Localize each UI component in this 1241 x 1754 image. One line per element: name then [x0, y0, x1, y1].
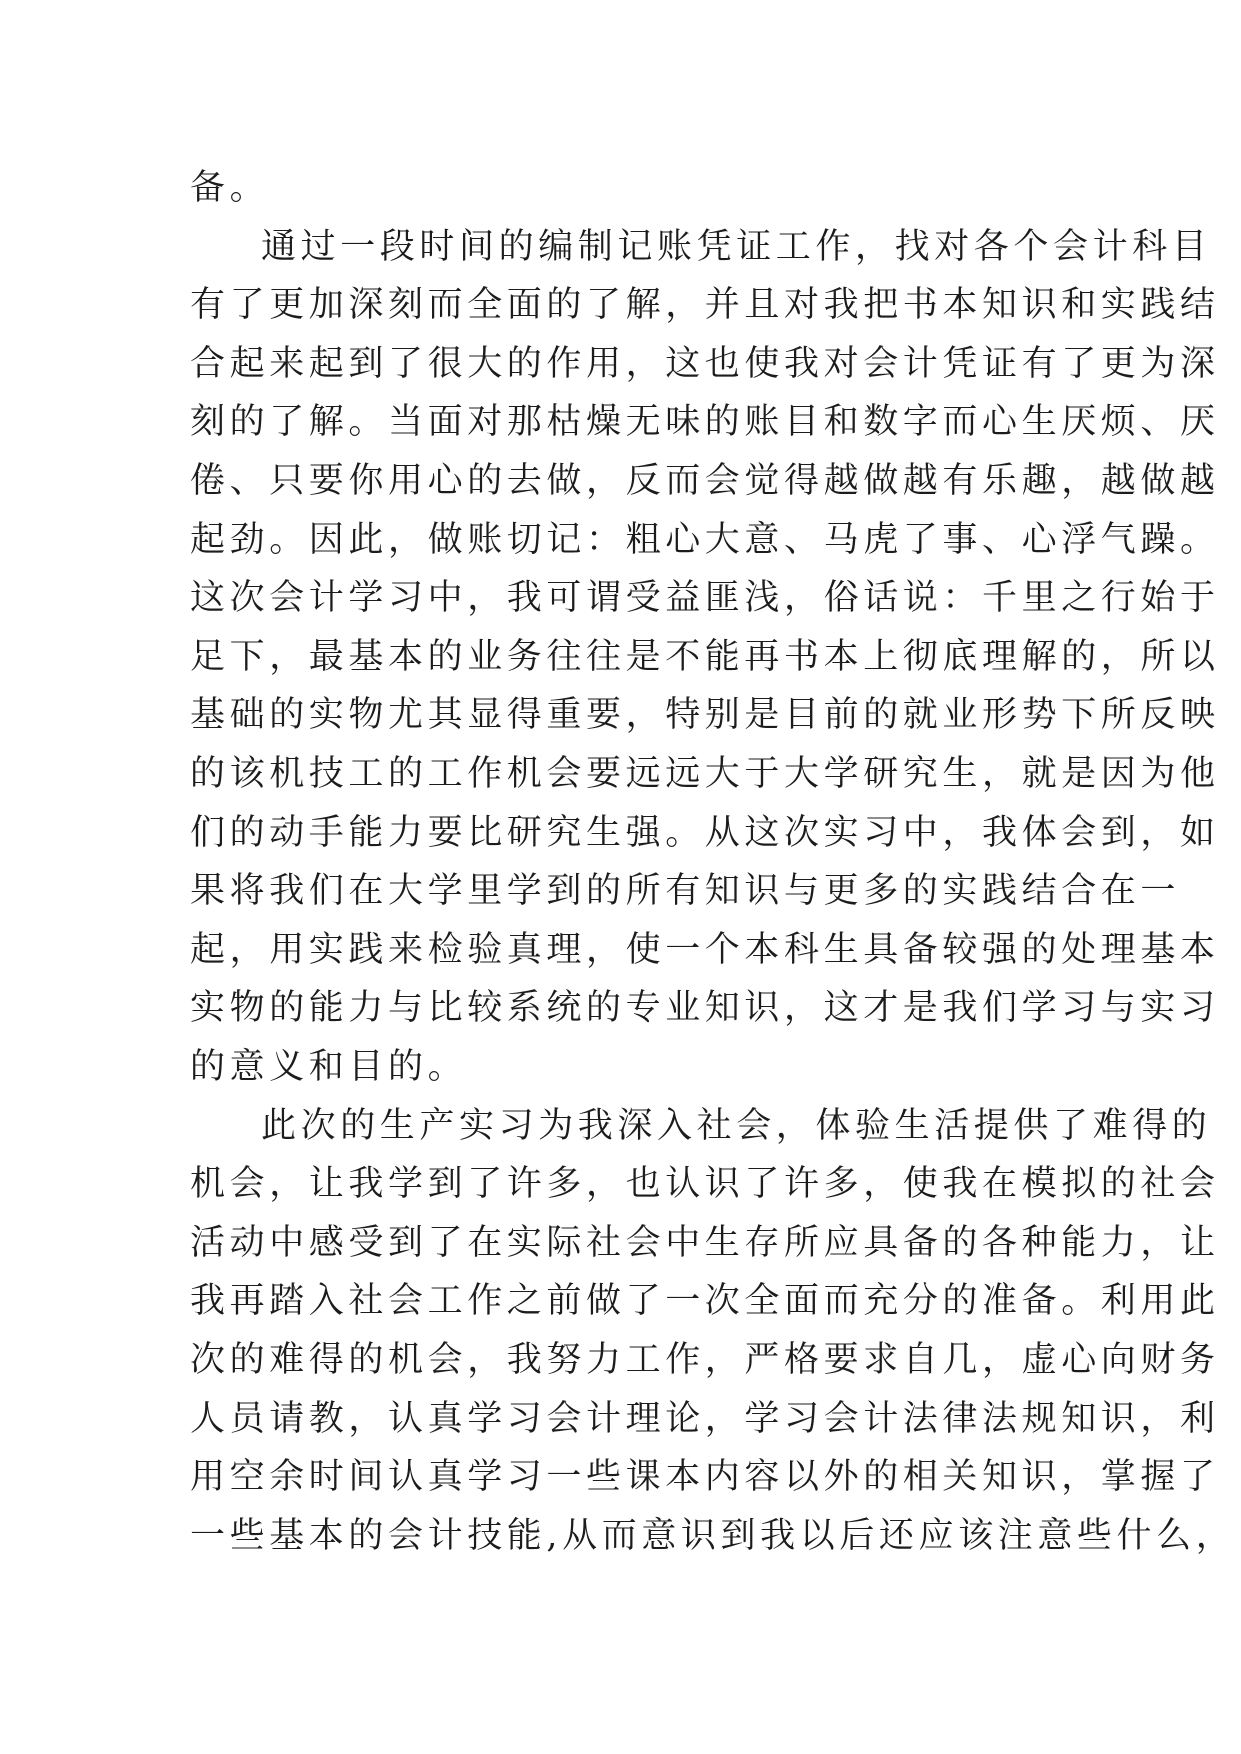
text-line: 的意义和目的。 [190, 1047, 468, 1087]
text-line: 次的难得的机会，我努力工作，严格要求自几，虚心向财务 [190, 1340, 1220, 1380]
text-line: 刻的了解。当面对那枯燥无味的账目和数字而心生厌烦、厌 [190, 402, 1220, 443]
text-line: 倦、只要你用心的去做，反而会觉得越做越有乐趣，越做越 [190, 461, 1220, 501]
text-line: 基础的实物尤其显得重要，特别是目前的就业形势下所反映 [190, 695, 1220, 736]
text-line: 备。 [190, 168, 270, 208]
text-line: 足下，最基本的业务往往是不能再书本上彻底理解的，所以 [190, 636, 1220, 677]
paragraph-first-line: 通过一段时间的编制记账凭证工作，找对各个会计科目 [261, 226, 1212, 267]
text-line: 活动中感受到了在实际社会中生存所应具备的各种能力，让 [190, 1222, 1220, 1263]
text-line: 一些基本的会计技能,从而意识到我以后还应该注意些什么， [190, 1515, 1236, 1556]
text-line: 起劲。因此，做账切记：粗心大意、马虎了事、心浮气躁。 [190, 519, 1220, 560]
text-line: 的该机技工的工作机会要远远大于大学研究生，就是因为他 [190, 754, 1220, 794]
text-line: 实物的能力与比较系统的专业知识，这才是我们学习与实习 [190, 988, 1220, 1029]
text-line: 合起来起到了很大的作用，这也使我对会计凭证有了更为深 [190, 343, 1220, 384]
text-line: 们的动手能力要比研究生强。从这次实习中，我体会到，如 [190, 812, 1220, 853]
text-line: 有了更加深刻而全面的了解，并且对我把书本知识和实践结 [190, 285, 1220, 326]
text-line: 起，用实践来检验真理，使一个本科生具备较强的处理基本 [190, 929, 1220, 970]
text-line: 果将我们在大学里学到的所有知识与更多的实践结合在一 [190, 871, 1181, 912]
text-line: 机会，让我学到了许多，也认识了许多，使我在模拟的社会 [190, 1164, 1220, 1205]
paragraph-first-line: 此次的生产实习为我深入社会，体验生活提供了难得的 [261, 1105, 1212, 1146]
text-line: 这次会计学习中，我可谓受益匪浅，俗话说：千里之行始于 [190, 578, 1220, 619]
text-line: 我再踏入社会工作之前做了一次全面而充分的准备。利用此 [190, 1281, 1220, 1322]
text-line: 用空余时间认真学习一些课本内容以外的相关知识，掌握了 [190, 1457, 1220, 1498]
text-line: 人员请教，认真学习会计理论，学习会计法律法规知识，利 [190, 1398, 1220, 1439]
